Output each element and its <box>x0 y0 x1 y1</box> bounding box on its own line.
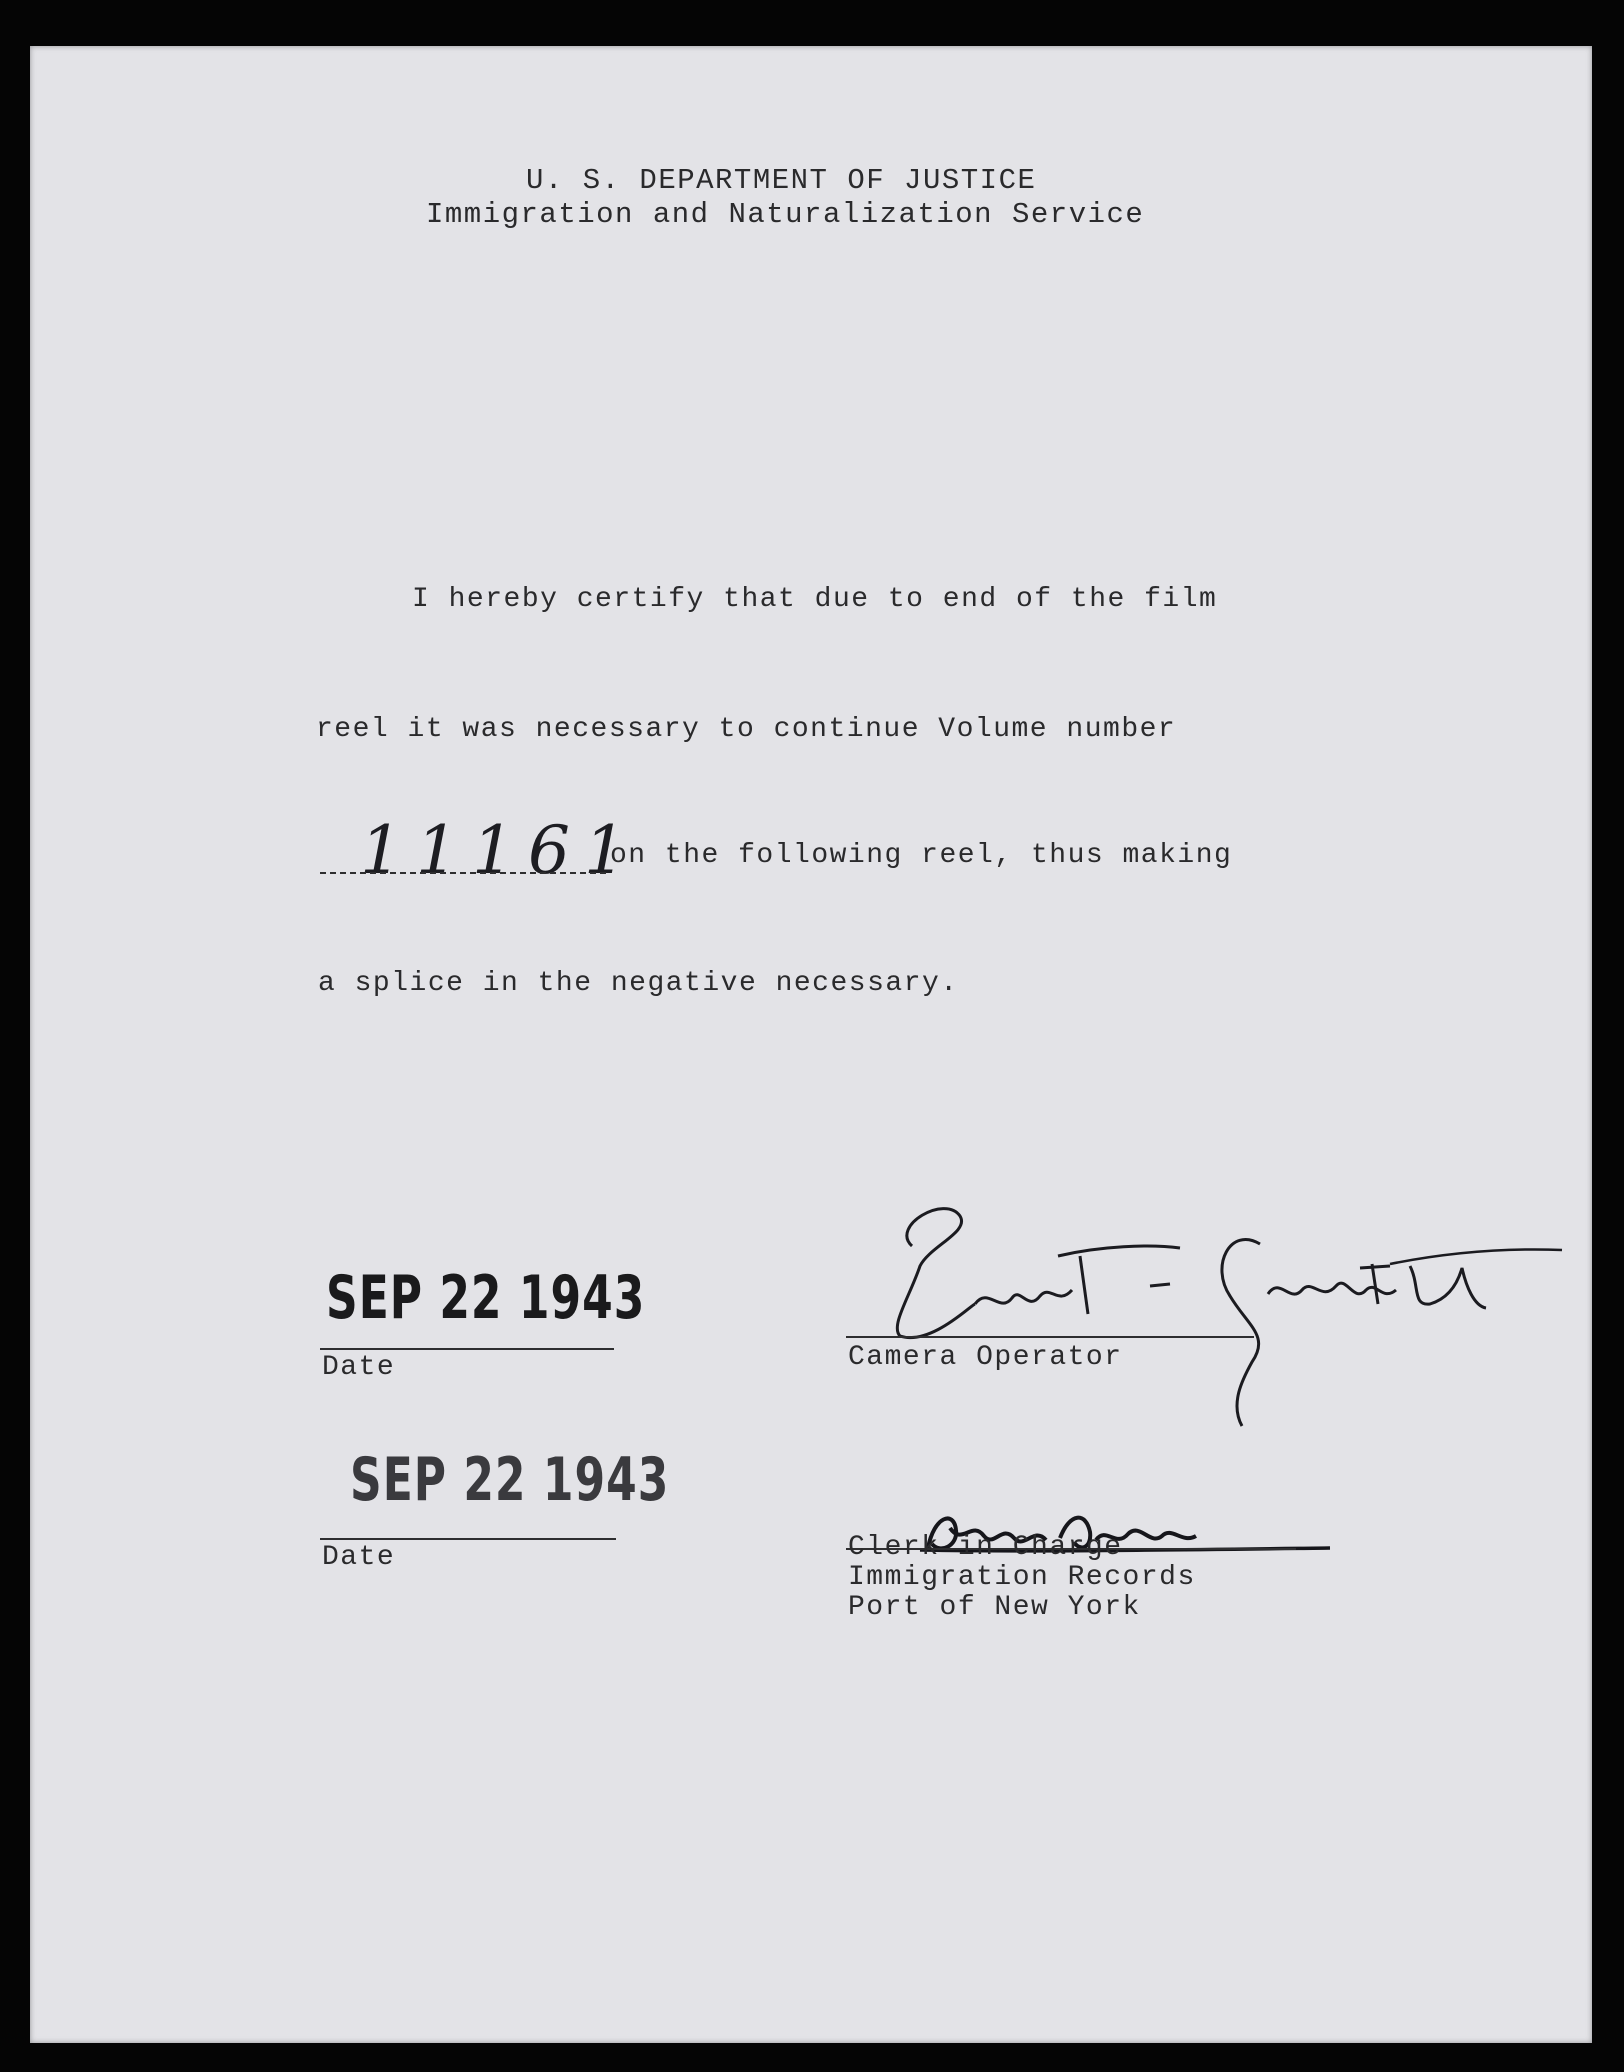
service-heading: Immigration and Naturalization Service <box>426 198 1145 231</box>
date-stamp-1: SEP 22 1943 <box>326 1264 646 1333</box>
camera-operator-line <box>846 1336 1254 1338</box>
clerk-label-line-1: Clerk in Charge <box>848 1532 1123 1563</box>
camera-operator-signature <box>850 1186 1570 1436</box>
certify-line-4: a splice in the negative necessary. <box>318 968 959 999</box>
clerk-label-line-2: Immigration Records <box>848 1562 1196 1593</box>
camera-operator-label: Camera Operator <box>848 1342 1123 1373</box>
clerk-label-line-3: Port of New York <box>848 1592 1141 1623</box>
date-line-1 <box>320 1348 614 1350</box>
department-heading: U. S. DEPARTMENT OF JUSTICE <box>526 164 1037 197</box>
certify-line-3: on the following reel, thus making <box>610 840 1233 871</box>
document-page <box>30 46 1592 2043</box>
date-label-1: Date <box>322 1352 396 1383</box>
certify-line-1: I hereby certify that due to end of the film <box>412 584 1218 615</box>
date-line-2 <box>320 1538 616 1540</box>
date-label-2: Date <box>322 1542 396 1573</box>
certify-line-2: reel it was necessary to continue Volume number <box>316 714 1177 745</box>
volume-number-handwritten: 11161 <box>360 812 640 889</box>
volume-number-line <box>320 872 606 874</box>
date-stamp-2: SEP 22 1943 <box>350 1446 670 1515</box>
